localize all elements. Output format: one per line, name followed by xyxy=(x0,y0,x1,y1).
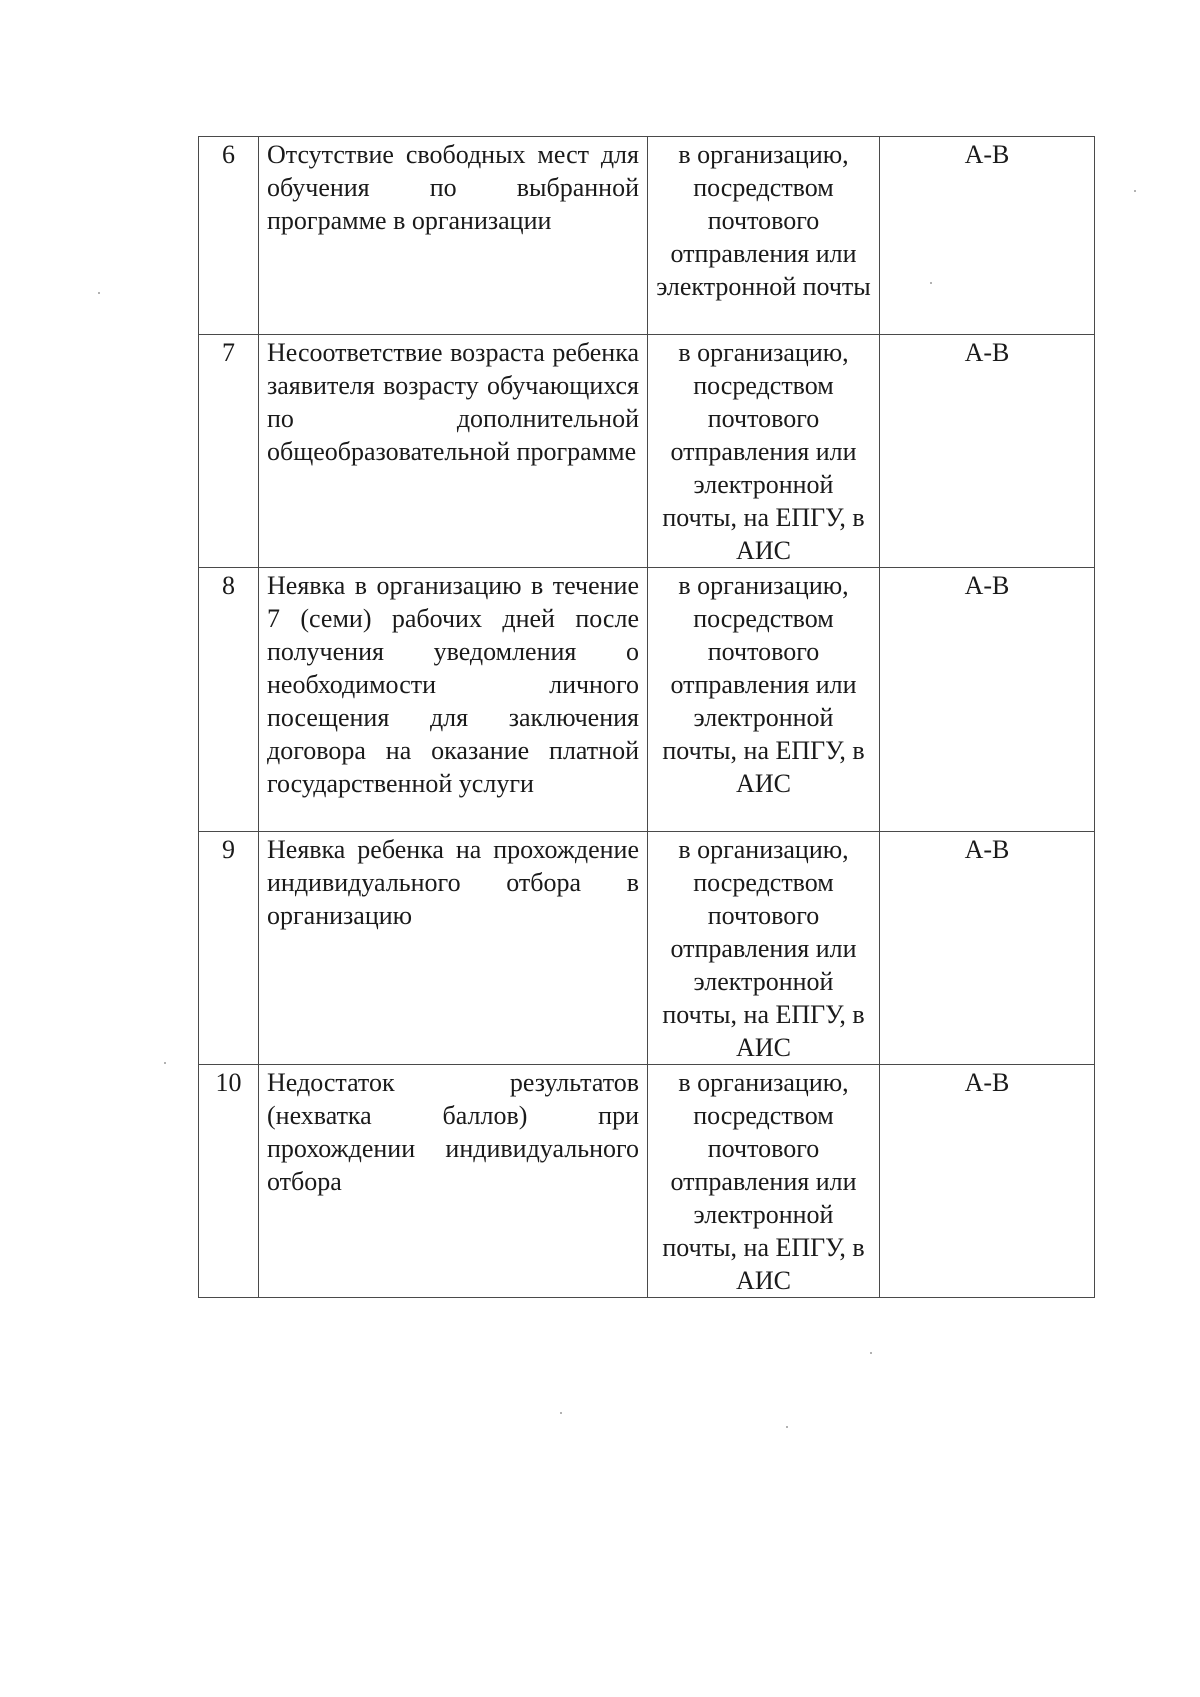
scan-speck xyxy=(870,1352,872,1354)
row-number: 10 xyxy=(199,1065,259,1298)
refusal-grounds-table xyxy=(198,136,1095,1298)
table-row xyxy=(199,335,1095,568)
code-cell: А-В xyxy=(880,832,1095,1065)
scan-speck xyxy=(98,292,100,294)
refusal-reason: Недостаток результатов (нехватка баллов) при прохождении индивидуального отбора xyxy=(259,1065,648,1298)
submission-channel: в организацию, посредством почтового отправления или электронной почты, на ЕПГУ, в АИС xyxy=(648,568,880,832)
table-row xyxy=(199,1065,1095,1298)
row-number: 7 xyxy=(199,335,259,568)
table-row xyxy=(199,137,1095,335)
code-cell: А-В xyxy=(880,335,1095,568)
submission-channel: в организацию, посредством почтового отправления или электронной почты, на ЕПГУ, в АИС xyxy=(648,1065,880,1298)
table-row xyxy=(199,832,1095,1065)
code-cell: А-В xyxy=(880,1065,1095,1298)
row-number: 8 xyxy=(199,568,259,832)
row-number: 6 xyxy=(199,137,259,335)
code-cell: А-В xyxy=(880,137,1095,335)
submission-channel: в организацию, посредством почтового отправления или электронной почты, на ЕПГУ, в АИС xyxy=(648,832,880,1065)
scan-speck xyxy=(930,282,932,284)
refusal-reason: Отсутствие свободных мест для обучения по выбранной программе в организации xyxy=(259,137,648,335)
submission-channel: в организацию, посредством почтового отправления или электронной почты, на ЕПГУ, в АИС xyxy=(648,335,880,568)
submission-channel: в организацию, посредством почтового отправления или электронной почты xyxy=(648,137,880,335)
scan-speck xyxy=(1134,190,1136,192)
refusal-reason: Несоответствие возраста ребенка заявителя возрасту обучающихся по дополнительной общеобразовательной программе xyxy=(259,335,648,568)
refusal-reason: Неявка в организацию в течение 7 (семи) рабочих дней после получения уведомления о необходимости личного посещения для заключения договора на оказание платной государственной услуги xyxy=(259,568,648,832)
row-number: 9 xyxy=(199,832,259,1065)
scan-speck xyxy=(164,1062,166,1064)
scan-speck xyxy=(786,1426,788,1428)
refusal-reason: Неявка ребенка на прохождение индивидуального отбора в организацию xyxy=(259,832,648,1065)
table-row xyxy=(199,568,1095,832)
scan-speck xyxy=(560,1412,562,1414)
code-cell: А-В xyxy=(880,568,1095,832)
